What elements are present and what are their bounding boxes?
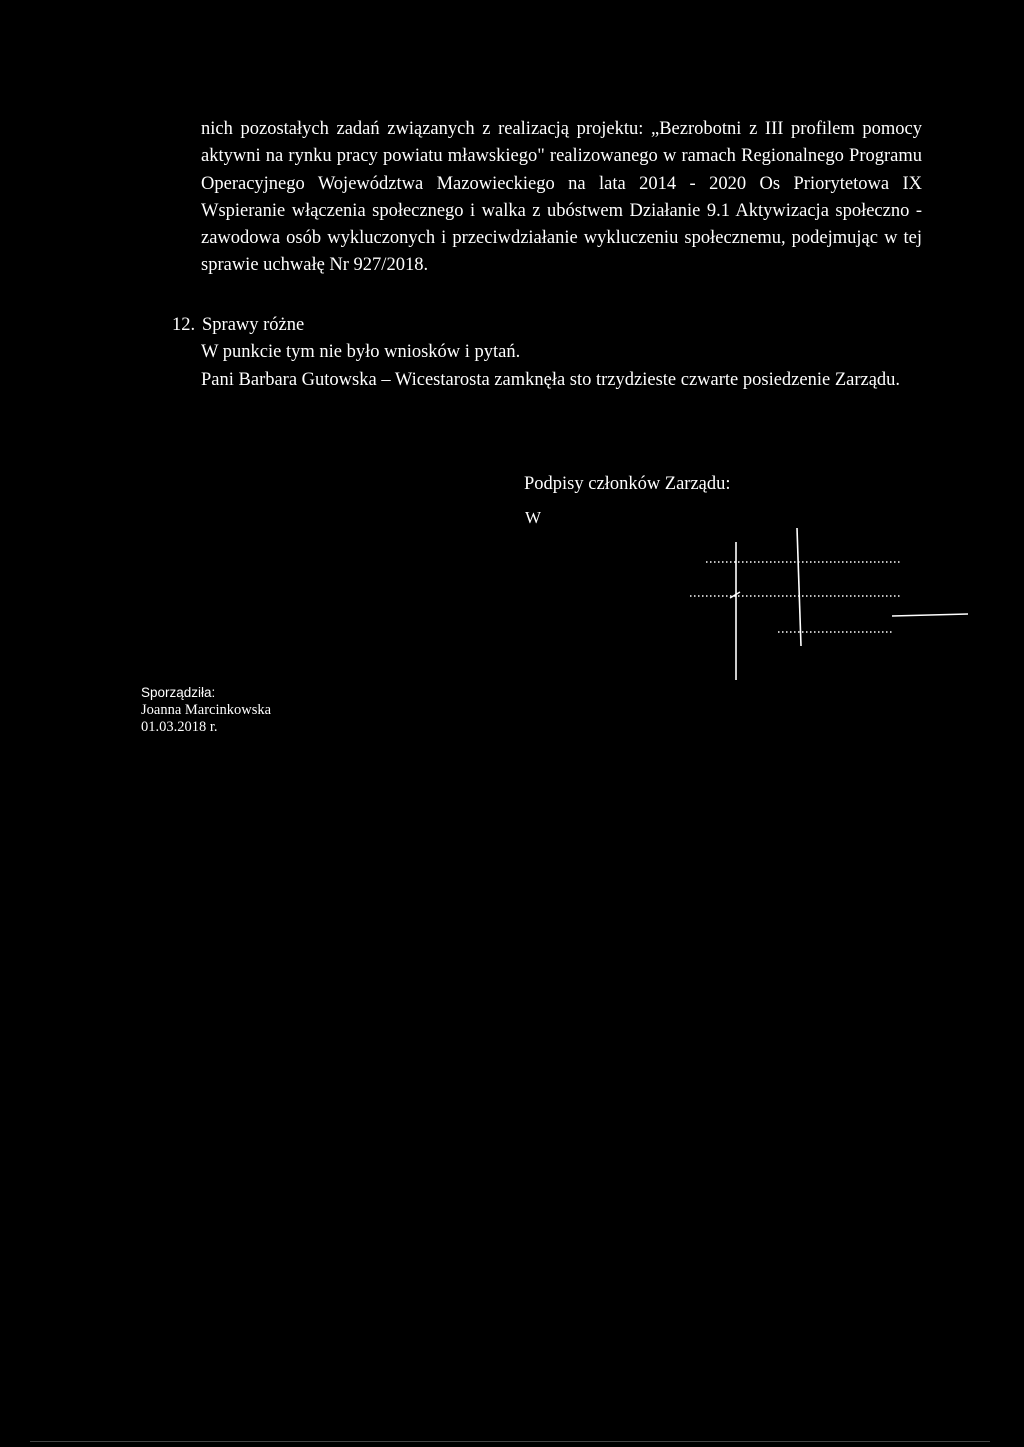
closing-paragraph: Pani Barbara Gutowska – Wicestarosta zamknęła sto trzydzieste czwarte posiedzenie Zarządu. (201, 370, 901, 390)
signature-stroke-4 (892, 614, 968, 616)
section-note: W punkcie tym nie było wniosków i pytań. (201, 342, 521, 362)
signature-stroke-3 (730, 592, 740, 598)
body-paragraph: nich pozostałych zadań związanych z realizacją projektu: „Bezrobotni z III profilem pomocy aktywni na rynku pracy powiatu mławskiego" realizowanego w ramach Regionalnego Programu Operacyjnego Województwa Mazowieckiego na lata 2014 - 2020 Os Priorytetowa IX Wspieranie włączenia społecznego i walka z ubóstwem Działanie 9.1 Aktywizacja społeczno - zawodowa osób wykluczonych i przeciwdziałanie wykluczeniu społecznemu, podejmując w tej sprawie uchwałę Nr 927/2018. (201, 119, 922, 276)
signature-mark: W (525, 508, 542, 527)
section-title: Sprawy różne (202, 315, 305, 335)
prepared-name: Joanna Marcinkowska (141, 701, 272, 718)
signatures-heading: Podpisy członków Zarządu: (524, 474, 731, 494)
page-bottom-edge (30, 1441, 990, 1442)
signature-lines (680, 520, 980, 690)
prepared-label: Sporządziła: (141, 685, 216, 700)
prepared-date: 01.03.2018 r. (141, 719, 218, 735)
section-heading (172, 312, 304, 339)
signature-stroke-2 (797, 528, 801, 646)
section-number: 12. (172, 315, 196, 335)
prepared-by-block (141, 684, 271, 737)
